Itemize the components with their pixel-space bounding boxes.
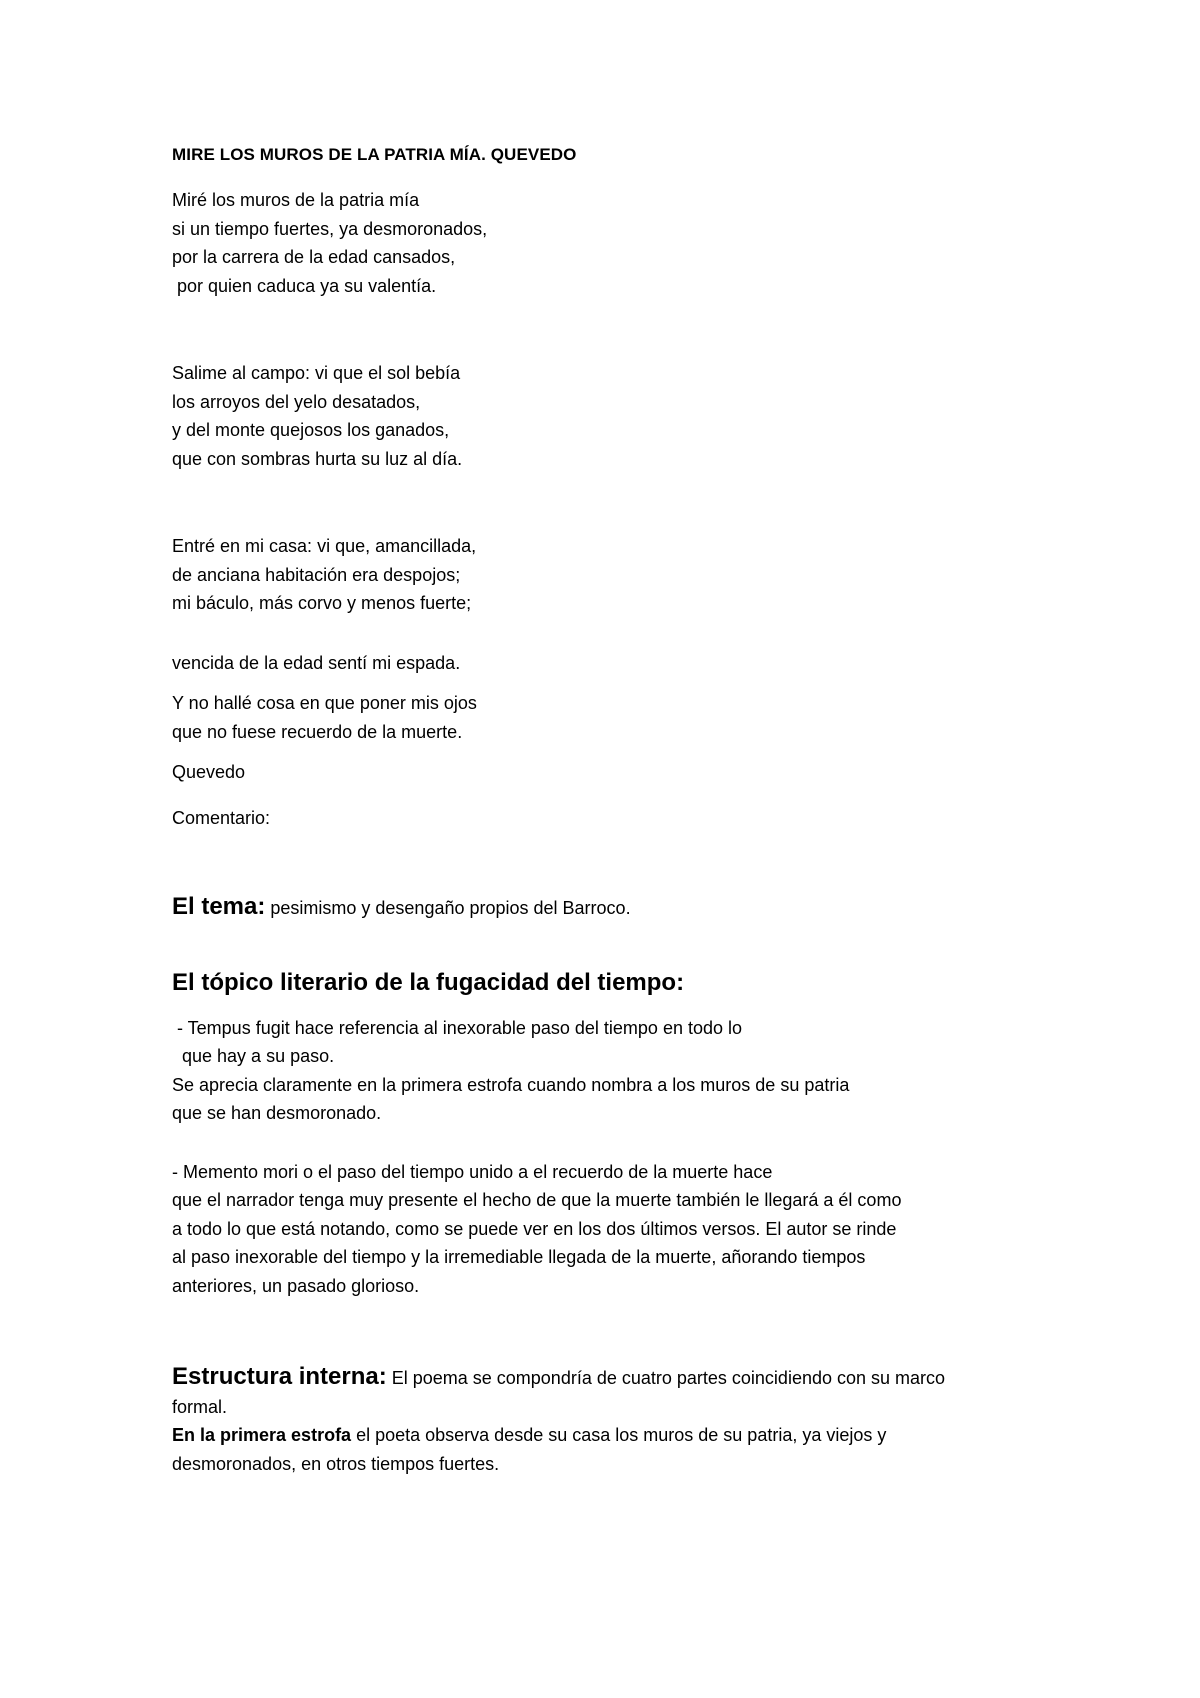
estructura-paragraph <box>172 1362 1052 1393</box>
document-content <box>172 144 1052 1478</box>
stanza-1 <box>172 186 1052 300</box>
paragraph-line: - Memento mori o el paso del tiempo unido a el recuerdo de la muerte hace <box>172 1161 773 1182</box>
stanza-5 <box>172 689 1052 746</box>
verse-line: vencida de la edad sentí mi espada. <box>172 652 461 673</box>
topico-heading: El tópico literario de la fugacidad del tiempo: <box>172 968 685 996</box>
tema-label: El tema: <box>172 893 266 920</box>
estructura-label: Estructura interna: <box>172 1363 387 1390</box>
paragraph-line: - Tempus fugit hace referencia al inexorable paso del tiempo en todo lo <box>172 1017 743 1038</box>
verse-line: por la carrera de la edad cansados, <box>172 247 456 267</box>
estructura-text: El poema se compondría de cuatro partes coincidiendo con su marco <box>386 1368 946 1388</box>
stanza-2 <box>172 359 1052 473</box>
verse-line: Entré en mi casa: vi que, amancillada, <box>172 536 477 556</box>
primera-estrofa-text: el poeta observa desde su casa los muros de su patria, ya viejos y <box>351 1425 887 1445</box>
paragraph-line: Se aprecia claramente en la primera estrofa cuando nombra a los muros de su patria <box>172 1074 850 1095</box>
paragraph-line: que el narrador tenga muy presente el hecho de que la muerte también le llegará a él como <box>172 1190 902 1210</box>
tempus-fugit-paragraph <box>172 1014 1052 1128</box>
verse-line: y del monte quejosos los ganados, <box>172 420 450 440</box>
tema-text: pesimismo y desengaño propios del Barroco. <box>265 898 631 918</box>
verse-line: de anciana habitación era despojos; <box>172 564 461 585</box>
author-name: Quevedo <box>172 762 246 782</box>
paragraph-line: a todo lo que está notando, como se puede ver en los dos últimos versos. El autor se rinde <box>172 1218 897 1239</box>
paragraph-line: que hay a su paso. <box>172 1046 335 1066</box>
verse-line: si un tiempo fuertes, ya desmoronados, <box>172 218 488 239</box>
verse-line: que no fuese recuerdo de la muerte. <box>172 721 463 742</box>
verse-line: que con sombras hurta su luz al día. <box>172 448 463 469</box>
verse-line: Miré los muros de la patria mía <box>172 190 420 210</box>
poem-title: MIRE LOS MUROS DE LA PATRIA MÍA. QUEVEDO <box>172 145 577 164</box>
verse-line: mi báculo, más corvo y menos fuerte; <box>172 593 472 613</box>
comment-label: Comentario: <box>172 807 271 828</box>
stanza-4 <box>172 649 1052 678</box>
tema-paragraph <box>172 892 1052 923</box>
stanza-3 <box>172 532 1052 618</box>
paragraph-line: desmoronados, en otros tiempos fuertes. <box>172 1453 500 1474</box>
paragraph-line: al paso inexorable del tiempo y la irremediable llegada de la muerte, añorando tiempos <box>172 1247 866 1267</box>
paragraph-line: que se han desmoronado. <box>172 1103 382 1123</box>
verse-line: Salime al campo: vi que el sol bebía <box>172 363 461 383</box>
memento-mori-paragraph <box>172 1158 1052 1301</box>
primera-estrofa-bold: En la primera estrofa <box>172 1425 352 1445</box>
primera-estrofa-line <box>172 1421 1052 1450</box>
verse-line: por quien caduca ya su valentía. <box>172 275 437 296</box>
verse-line: los arroyos del yelo desatados, <box>172 391 421 412</box>
verse-line: Y no hallé cosa en que poner mis ojos <box>172 693 477 713</box>
paragraph-line: anteriores, un pasado glorioso. <box>172 1275 420 1296</box>
paragraph-line: formal. <box>172 1396 228 1417</box>
